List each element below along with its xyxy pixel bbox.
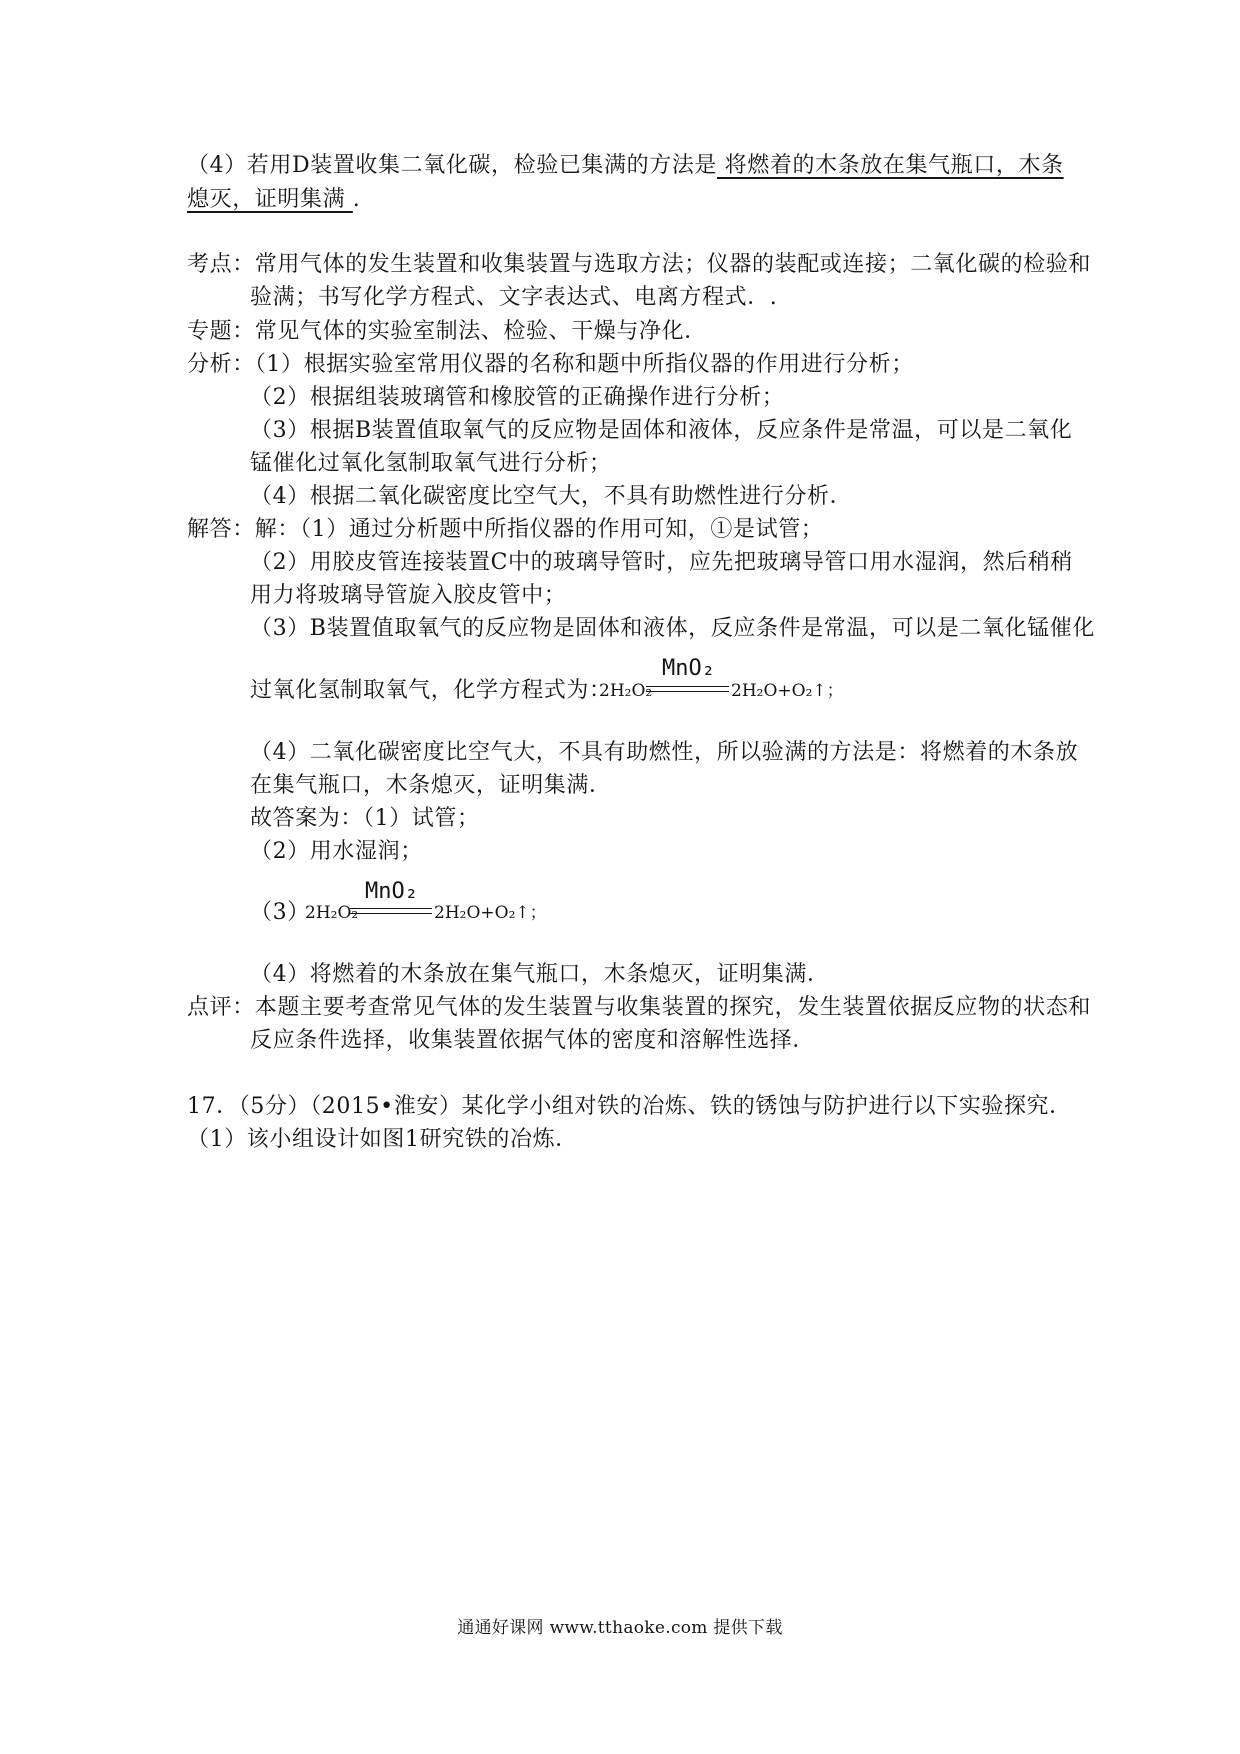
fenxi-line5: （4）根据二氧化碳密度比空气大，不具有助燃性进行分析．	[250, 484, 853, 509]
jieda-line2: （2）用胶皮管连接装置C中的玻璃导管时，应先把玻璃导管口用水湿润，然后稍稍	[250, 550, 1074, 575]
kaodian-line1: 考点：常用气体的发生装置和收集装置与选取方法；仪器的装配或连接；二氧化碳的检验和	[187, 252, 1092, 277]
q16-part4-answer-b: 熄灭，证明集满	[187, 187, 353, 212]
equation-catalyst: MnO₂	[662, 656, 715, 681]
jieda-line8: 故答案为：（1）试管；	[250, 806, 480, 831]
q16-part4-prefix: （4）若用D装置收集二氧化碳，检验已集满的方法是	[187, 153, 718, 178]
equation2-bar-top	[350, 908, 432, 909]
dianping-line1: 点评：本题主要考查常见气体的发生装置与收集装置的探究，发生装置依据反应物的状态和	[187, 995, 1092, 1020]
equation2-bar-bottom	[350, 913, 432, 914]
equation-reactant: 2H₂O₂	[599, 681, 653, 701]
equation-bar-bottom	[646, 691, 729, 692]
fenxi-line4: 锰催化过氧化氢制取氧气进行分析；	[250, 451, 612, 476]
jieda-line6: （4）二氧化碳密度比空气大，不具有助燃性，所以验满的方法是：将燃着的木条放	[250, 740, 1079, 765]
equation2-catalyst: MnO₂	[365, 879, 418, 904]
zhuanti-line: 专题：常见气体的实验室制法、检验、干燥与净化．	[187, 319, 707, 344]
q17-stem: 17．（5分）（2015•淮安）某化学小组对铁的冶炼、铁的锈蚀与防护进行以下实验探究．	[187, 1094, 1072, 1119]
q17-part1: （1）该小组设计如图1研究铁的冶炼．	[187, 1127, 578, 1152]
equation2-prefix: （3）	[250, 900, 310, 925]
jieda-line1: 解答：解：（1）通过分析题中所指仪器的作用可知，①是试管；	[187, 517, 824, 542]
fenxi-line2: （2）根据组装玻璃管和橡胶管的正确操作进行分析；	[250, 385, 785, 410]
q16-part4-line2	[187, 185, 360, 215]
equation-product: 2H₂O+O₂↑；	[731, 681, 844, 701]
equation2-reactant: 2H₂O₂	[305, 903, 359, 923]
jieda-line5: 过氧化氢制取氧气，化学方程式为：	[250, 678, 612, 703]
jieda-line9: （2）用水湿润；	[250, 839, 423, 864]
fenxi-line1: 分析：（1）根据实验室常用仪器的名称和题中所指仪器的作用进行分析；	[187, 352, 914, 377]
equation-bar-top	[646, 686, 729, 687]
q16-part4-answer-a: 将燃着的木条放在集气瓶口，木条	[717, 153, 1064, 178]
jieda-line7: 在集气瓶口，木条熄灭，证明集满．	[250, 773, 612, 798]
q16-part4-suffix: .	[352, 187, 361, 212]
jieda-line3: 用力将玻璃导管旋入胶皮管中；	[250, 583, 567, 608]
jieda-line4: （3）B装置值取氧气的反应物是固体和液体，反应条件是常温，可以是二氧化锰催化	[250, 616, 1095, 641]
page-footer: 通通好课网 www.tthaoke.com 提供下载	[457, 1618, 783, 1638]
fenxi-line3: （3）根据B装置值取氧气的反应物是固体和液体，反应条件是常温，可以是二氧化	[250, 418, 1073, 443]
jieda-line10: （4）将燃着的木条放在集气瓶口，木条熄灭，证明集满．	[250, 962, 830, 987]
q16-part4-line1	[187, 151, 1064, 181]
kaodian-line2: 验满；书写化学方程式、文字表达式、电离方程式．.	[250, 285, 778, 310]
dianping-line2: 反应条件选择，收集装置依据气体的密度和溶解性选择．	[250, 1028, 816, 1053]
equation2-product: 2H₂O+O₂↑；	[434, 903, 547, 923]
